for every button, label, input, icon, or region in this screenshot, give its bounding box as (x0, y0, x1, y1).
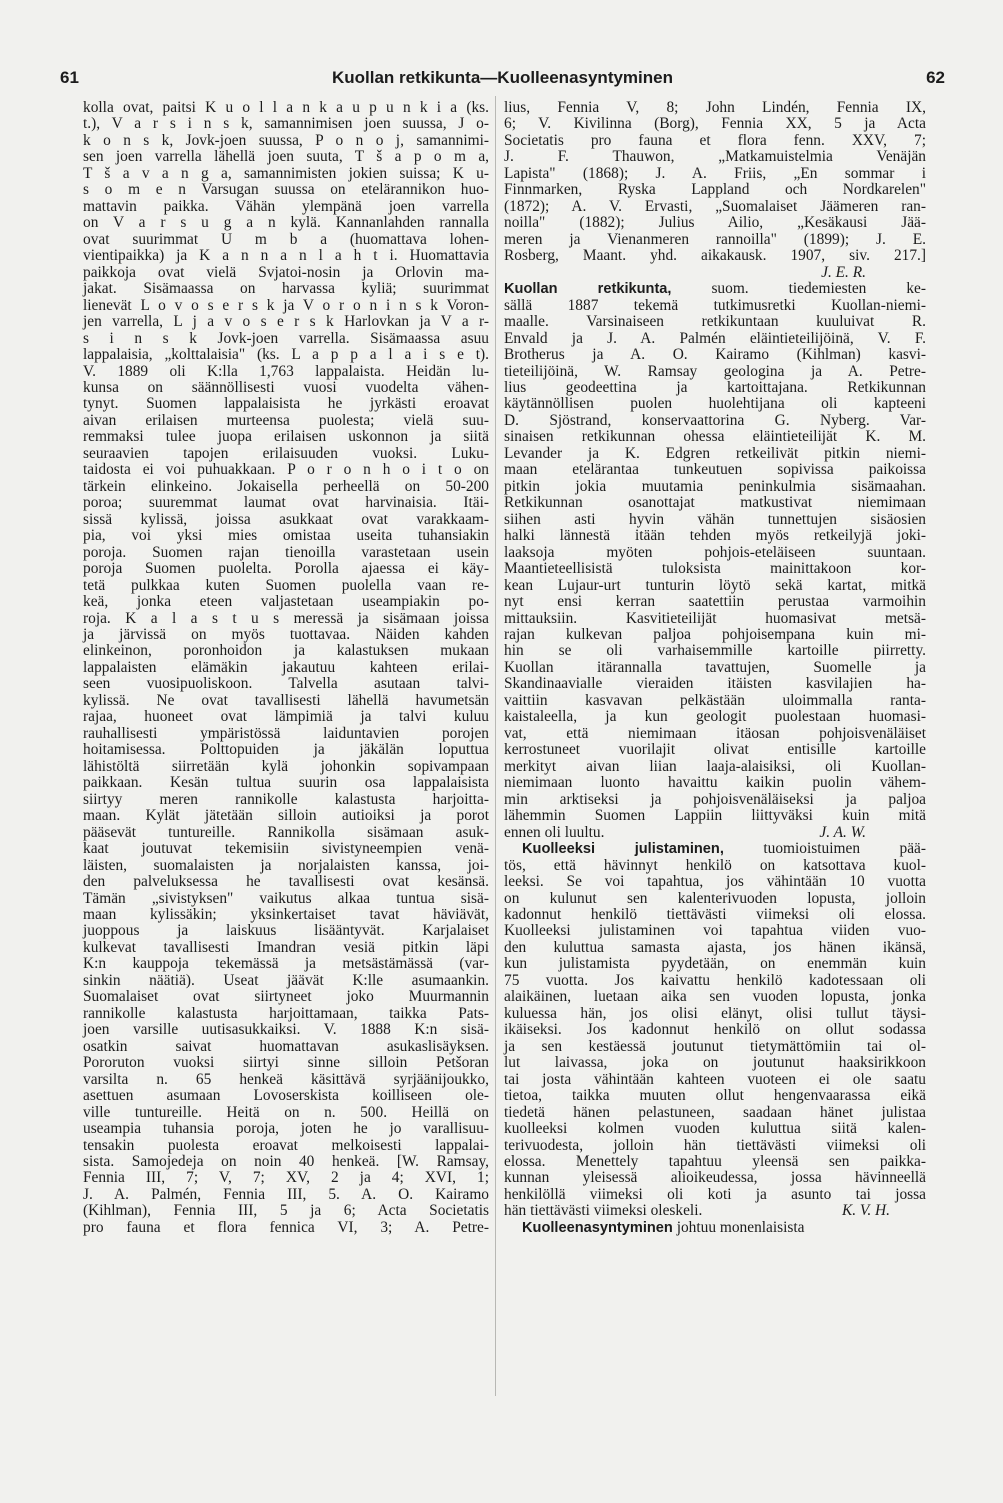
text-line: sällä 1887 tekemä tutkimusretki Kuollan-niemi- (504, 296, 926, 314)
text-line: pro fauna et flora fennica VI, 3; A. Petre- (83, 1218, 489, 1236)
text-line: Brotherus ja A. O. Kairamo (Kihlman) kasvi- (504, 346, 926, 364)
text-line: kuluessa hän, jos olisi elänyt, olisi tullut täysi- (504, 1004, 926, 1022)
text-line: remmaksi tulee juopa erilaisen uskonnon ja siitä (83, 428, 489, 446)
text-line: ja järvissä on myös tuottavaa. Näiden kahden (83, 626, 489, 643)
text-line: poroja Suomen puolelta. Porolla ajaessa ei käy- (83, 560, 489, 578)
signature: J. A. W. (819, 823, 866, 841)
text-line: lut laivassa, joka on joutunut haaksirikkoon (504, 1054, 926, 1072)
running-head-title: Kuollan retkikunta—Kuolleenasyntyminen (331, 68, 673, 87)
entry-first-line: Kuollan retkikunta, suom. tiedemiesten ke- (504, 280, 926, 298)
text-line: poroja. Suomen rajan tienoilla varastetaan usein (83, 543, 489, 561)
text-line: maan etelärantaa tunkeutuen sopivissa paikoissa (504, 461, 926, 479)
text-line: Maantieteellisistä tuloksista mainittakoon kor- (504, 560, 926, 578)
text-line: siihen asti hyvin vähän tunnettujen sisäosien (504, 510, 926, 528)
text-line: Finnmarken, Ryska Lappland och Nordkarelen" (504, 181, 926, 199)
text-line: siirtyy meren rannikolle kalastusta harjoitta- (83, 790, 489, 808)
text-line: keä, jonka eteen valjastetaan useampiakin po- (83, 593, 489, 611)
text-line: kolla ovat, paitsi K u o l l a n k a u p u n k i a (ks. (83, 99, 489, 116)
entry-term: Kuollan retkikunta, (504, 281, 672, 298)
text-line: s o m e n Varsugan suussa on etelärannikon huo- (83, 181, 489, 199)
text-line: kaat joutuvat tekemisiin sivistyneempien venä- (83, 840, 489, 858)
signature: K. V. H. (841, 1202, 890, 1220)
text-line: useampia tuhansia poroja, joten he jo varallisuu- (83, 1120, 489, 1138)
text-line: ville tuntureille. Heitä on n. 500. Heillä on (83, 1103, 489, 1121)
text-line: ovat suurimmat U m b a (huomattava lohen- (83, 230, 489, 248)
text-line: lienevät L o v o s e r s k ja V o r o n i n s k Voron- (83, 296, 489, 314)
text-line: elossa. Menettely tapahtuu yleensä sen paikka- (504, 1153, 926, 1170)
text-line: asettuen asumaan Lovoserskista koilliseen ole- (83, 1087, 489, 1105)
text-line: tetä pulkkaa kuten Suomen puolella vaan re- (83, 576, 489, 594)
text-line: mittauksiin. Kasvitieteilijät huomasivat metsä- (504, 609, 926, 627)
text-line: tynyt. Suomen lappalaisista he jyrkästi eroavat (83, 395, 489, 413)
text-line: seen vuosipuoliskoon. Talvella asutaan talvi- (83, 675, 489, 693)
text-line: sinaisen retkikunnan ohessa eläintieteilijät K. M. (504, 428, 926, 446)
text-line: Retkikunnan osanottajat matkustivat niemimaan (504, 494, 926, 512)
text-line: tietoa, taikka muuten ollut hengenvaarassa eikä (504, 1087, 926, 1105)
text-line: on kulunut sen kalenterivuoden lopusta, jolloin (504, 889, 926, 907)
text-line: D. Sjöstrand, konservaattorina G. Nyberg. Var- (504, 411, 926, 429)
right-page-number: 62 (926, 68, 945, 87)
text-line: 6; V. Kivilinna (Borg), Fennia XX, 5 ja Acta (504, 115, 926, 133)
text-line: taidosta ei voi puhuakkaan. P o r o n h o i t o on (83, 461, 489, 479)
text-line: vat, että niemimaan itäosan pohjoisvenäläiset (504, 724, 926, 742)
text-line: pia, voi yksi mies omistaa useita tuhansiakin (83, 527, 489, 545)
text-line: hoitamisessa. Polttopuiden ja jäkälän loputtua (83, 741, 489, 759)
text-line: maan. Kylät jätetään silloin autioiksi ja porot (83, 807, 489, 825)
text-line: Lapista" (1868); J. A. Friis, „En sommar i (504, 164, 926, 182)
text-line: lius, Fennia V, 8; John Lindén, Fennia IX, (504, 99, 926, 116)
text-line: Kuollan itärannalla tavattujen, Suomelle ja (504, 658, 926, 676)
text-line: den palveluksessa he tavallisesti ovat kesänsä. (83, 873, 489, 891)
text-line: nyt ensi kerran saatettiin perustaa varmoihin (504, 593, 926, 611)
entry-first-line: Kuolleenasyntyminen johtuu monenlaisista (522, 1218, 805, 1236)
text-line: kunsa on säännöllisesti vuosi vuodelta vähen- (83, 378, 489, 396)
text-line: ikäiseksi. Jos kadonnut henkilö on ollut sodassa (504, 1021, 926, 1039)
text-line: kaistaleella, ja kun geologit puolestaan huomasi- (504, 708, 926, 726)
text-line: rajaa, huoneet ovat lämpimiä ja talvi kuluu (83, 708, 489, 726)
text-line: mattavin paikka. Vähän ylempänä joen varrella (83, 197, 489, 215)
text-line: kadonnut henkilö tiettävästi viimeksi oli elossa. (504, 905, 926, 923)
text-line: elinkeinon, poronhoidon ja kalastuksen mukaan (83, 642, 489, 660)
text-line: Tämän „sivistyksen" vaikutus alkaa tuntua sisä- (83, 889, 489, 907)
text-line: paikkaan. Kesän tultua suurin osa lappalaisista (83, 774, 489, 792)
text-line-with-signature: ennen oli luultu. J. A. W. (504, 823, 866, 841)
text-line: maalle. Varsinaiseen retkikuntaan kuuluivat R. (504, 313, 926, 331)
text-line: kuolleeksi kolmen vuoden kuluttua siitä kalen- (504, 1120, 926, 1138)
text-line: Suomalaiset ovat siirtyneet joko Muurmannin (83, 988, 489, 1006)
text-line: tieteilijöinä, W. Ramsay geologina ja A. Petre- (504, 362, 926, 380)
text-line: kerrostuneet vuorilajit olivat entisille kartoille (504, 741, 926, 759)
text-line: Societatis pro fauna et flora fenn. XXV, 7; (504, 131, 926, 149)
text-line: V. 1889 oli K:lla 1,763 lappalaista. Heidän lu- (83, 362, 489, 380)
text-line: T š a v a n g a, samannimisten jokien suissa; K u- (83, 164, 489, 182)
text-line: min arktiseksi ja pohjoisvenäläiseksi ja paljoa (504, 790, 926, 808)
text-line: Rosberg, Maant. yhd. aikakausk. 1907, siv. 217.] (504, 247, 926, 265)
text-line: Kuolleeksi julistaminen voi tapahtua viiden vuo- (504, 922, 926, 940)
text-line: osatkin saivat huomattavan asukaslisäyksen. (83, 1037, 489, 1055)
text-line: Pororuton vuoksi siirtyi sinne silloin Petšoran (83, 1054, 489, 1072)
text-line: lappalaisia, „kolttalaisia" (ks. L a p p a l a i s e t). (83, 346, 489, 364)
text-line: lappalaisten elämäkin jakautuu kahteen erilai- (83, 658, 489, 676)
text-line: den kuluttua samasta ajasta, jos hänen ikänsä, (504, 938, 926, 956)
text-line: rannikolle kalastusta harjoittamaan, taikka Pats- (83, 1004, 489, 1022)
text-line: kulkevat tavallisesti Imandran vesiä pitkin läpi (83, 938, 489, 956)
entry-term: Kuolleenasyntyminen (522, 1219, 673, 1236)
text-line: käytännöllisen puolen huolehtijana oli kapteeni (504, 395, 926, 413)
text-line: Fennia III, 7; V, 7; XV, 2 ja 4; XVI, 1; (83, 1169, 489, 1187)
text-line: J. F. Thauwon, „Matkamuistelmia Venäjän (504, 148, 926, 166)
text-line: tai josta vähintään kahteen vuoteen ei ole saatu (504, 1070, 926, 1088)
text-line: varsilta n. 65 henkeä käsittävä syrjäänijoukko, (83, 1070, 489, 1088)
right-column (504, 100, 926, 1236)
entry-term: Kuolleeksi julistaminen, (522, 841, 724, 858)
text-line: joen varsille uutisasukkaiksi. V. 1888 K:n sisä- (83, 1021, 489, 1039)
text-line: (Kihlman), Fennia III, 5 ja 6; Acta Societatis (83, 1202, 489, 1220)
text-line: paikkoja ovat vielä Svjatoi-nosin ja Orlovin ma- (83, 263, 489, 281)
text-line: K:n kauppoja tekemässä ja metsästämässä (var- (83, 955, 489, 973)
text-line: sista. Samojedeja on noin 40 henkeä. [W. Ramsay, (83, 1153, 489, 1170)
text-line: noilla" (1882); Julius Ailio, „Kesäkausi Jää- (504, 214, 926, 232)
text-line: k o n s k, Jovk-joen suussa, P o n o j, samannimi- (83, 131, 489, 149)
text-line: leeksi. Se voi tapahtua, jos vähintään 10 vuotta (504, 873, 926, 891)
text-line: lähemmin Suomen Lappiin liittyväksi kuin mitä (504, 807, 926, 825)
text-line: vaittiin kasvavan pelkästään uloimmalla ranta- (504, 691, 926, 709)
text-line: hin se oli varhaisemmille kartoille piirretty. (504, 642, 926, 660)
text-line: niemimaan luonto havaittu kaikin puolin vähem- (504, 774, 926, 792)
running-head (60, 66, 945, 90)
text-line: (1872); A. V. Ervasti, „Suomalaiset Jäämeren ran- (504, 197, 926, 215)
text-line: henkilöllä viimeksi oli koti ja asunto tai jossa (504, 1185, 926, 1203)
text-line: jakat. Sisämaassa on harvassa kyliä; suurimmat (83, 280, 489, 298)
left-page-number: 61 (60, 68, 79, 87)
text-line: laaksoja myöten pohjois-eteläiseen suuntaan. (504, 543, 926, 561)
text-line: juoppous ja laiskuus lisääntyvät. Karjalaiset (83, 922, 489, 940)
text-line: kean Lujaur-urt tunturin löytö sekä kartat, mitkä (504, 576, 926, 594)
text-line: t.), V a r s i n s k, samannimisen joen suussa, J o- (83, 115, 489, 133)
text-line: lius geodeettina ja kartoittajana. Retkikunnan (504, 378, 926, 396)
text-line: meren ja Vienanmeren rannoilla" (1899); J. E. (504, 230, 926, 248)
entry-first-line: Kuolleeksi julistaminen, tuomioistuimen pää- (522, 840, 926, 858)
text-line: sissä kylissä, joissa asukkaat ovat varakkaam- (83, 510, 489, 528)
text-line: J. A. Palmén, Fennia III, 5. A. O. Kairamo (83, 1185, 489, 1203)
text-line: tiedetä hänen pelastuneen, saadaan hänet julistaa (504, 1103, 926, 1121)
text-line: terivuodesta, jolloin hän tiettävästi viimeksi oli (504, 1136, 926, 1154)
text-line: läisten, suomalaisten ja norjalaisten kanssa, joi- (83, 856, 489, 874)
text-line: aivan erilaisen murteensa puolesta; vielä suu- (83, 411, 489, 429)
text-line: pitkin jokia muutamia peninkulmia sisämaahan. (504, 477, 926, 495)
text-line: kylissä. Ne ovat tavallisesti lähellä havumetsän (83, 691, 489, 709)
text-line: alaikäinen, luetaan aika sen vuoden lopusta, jonka (504, 988, 926, 1006)
text-line: sinkin näätiä). Useat jäävät K:lle asumaankin. (83, 971, 489, 989)
text-line: jen varrella, L j a v o s e r s k Harlovkan ja V a r- (83, 313, 489, 331)
text-line: kunnan yleisessä alioikeudessa, jossa hävinneellä (504, 1169, 926, 1187)
text-line: Levander ja K. Edgren retkeilivät pitkin niemi- (504, 444, 926, 462)
text-line: Skandinaavialle vieraiden itäisten kasvilajien ha- (504, 675, 926, 693)
text-line: lähistöltä siirretään kylä johonkin sopivampaan (83, 757, 489, 775)
text-line: merkityt aivan liian laaja-alaisiksi, oli Kuollan- (504, 757, 926, 775)
text-line: tärkein elinkeino. Jokaisella perheellä on 50-200 (83, 477, 489, 495)
text-line: tös, että hävinnyt henkilö on katsottava kuol- (504, 856, 926, 874)
left-column (83, 100, 489, 1236)
text-line: pääsevät tuntureille. Rannikolla sisämaan asuk- (83, 823, 489, 841)
column-divider (495, 96, 496, 1396)
text-line: on V a r s u g a n kylä. Kannanlahden rannalla (83, 214, 489, 232)
text-line: tensakin puolesta eroavat melkoisesti lappalai- (83, 1136, 489, 1154)
text-line: Envald ja J. A. Palmén eläintieteilijöinä, V. F. (504, 329, 926, 347)
text-line: maan kylissäkin; yksinkertaiset tavat häviävät, (83, 905, 489, 923)
text-line: s i n s k Jovk-joen varrella. Sisämaassa asuu (83, 329, 489, 347)
text-line: 75 vuotta. Jos kaivattu henkilö kadotessaan oli (504, 971, 926, 989)
text-line: rajan kulkevan paljoa pohjoisempana kuin mi- (504, 626, 926, 643)
text-line: ja sen kestäessä joutunut tietymättömiin tai ol- (504, 1037, 926, 1055)
text-line: halki lännestä itään tehden myös retkeilyjä joki- (504, 527, 926, 545)
text-line: sen joen varrella lähellä joen suuta, T š a p o m a, (83, 148, 489, 166)
text-line-with-signature: hän tiettävästi viimeksi oleskeli. K. V. H. (504, 1202, 890, 1220)
text-line: roja. K a l a s t u s meressä ja sisämaan joissa (83, 609, 489, 627)
text-line: rauhallisesti ympäristössä laiduntavien porojen (83, 724, 489, 742)
text-line: poroa; suuremmat laumat ovat harvinaisia. Itäi- (83, 494, 489, 512)
text-line: vientipaikka) ja K a n n a n l a h t i. Huomattavia (83, 247, 489, 265)
text-line: seuraavien tapojen erilaisuuden vuoksi. Luku- (83, 444, 489, 462)
text-line: kun julistamista pyydetään, on enemmän kuin (504, 955, 926, 973)
signature: J. E. R. (821, 263, 866, 281)
